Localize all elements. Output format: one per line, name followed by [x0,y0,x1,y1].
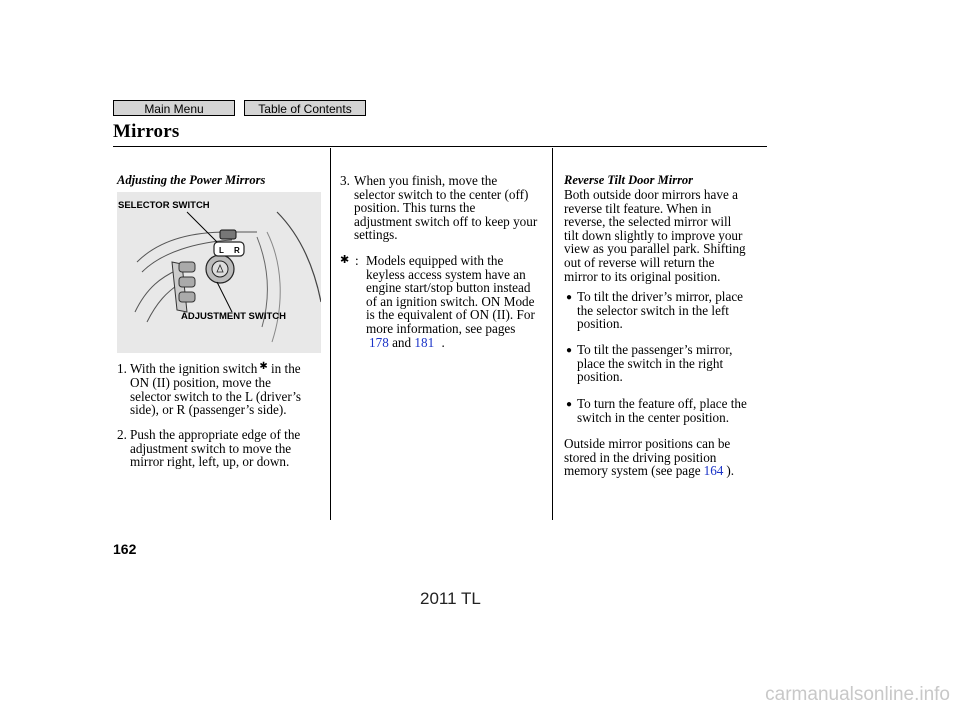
step-1-line-2: ON (II) position, move the [130,375,272,390]
step-3-line-5: settings. [354,227,398,243]
outro-line-3: memory system (see page [564,463,701,479]
page-title: Mirrors [113,121,180,142]
step-3-line-3: position. This turns the [354,200,476,216]
asterisk-icon: ✱ [259,361,268,372]
svg-text:L: L [219,246,224,255]
bullet-3-line-1: To turn the feature off, place the [577,396,747,411]
step-3-line-1: When you finish, move the [354,173,498,188]
step-1-line-1-tail: in the [271,361,301,376]
model-footer: 2011 TL [420,589,481,608]
footnote-and: and [392,334,412,350]
bullet-2-line-1: To tilt the passenger’s mirror, [577,342,733,357]
bullet-1-line-2: the selector switch in the left [577,302,729,318]
reverse-tilt-intro [564,188,764,283]
column-divider-left [330,148,331,520]
step-1-text [130,362,325,417]
page-link-164[interactable]: 164 [703,463,724,479]
bullet-icon: ● [566,292,573,303]
intro-line-4: tilt down slightly to improve your [564,227,743,243]
step-1-line-3: selector switch to the L (driver’s [130,388,302,404]
bullet-2-line-2: place the switch in the right [577,355,724,371]
section-heading-power-mirrors: Adjusting the Power Mirrors [117,173,266,187]
bullet-3-line-2: switch in the center position. [577,409,729,425]
outro-line-2: stored in the driving position [564,449,717,465]
footnote-line-5: is the equivalent of ON (II). For [366,307,535,323]
footnote-line-6: more information, see pages [366,320,516,336]
footnote-colon: : [355,253,359,268]
footnote-line-1: Models equipped with the [366,253,504,268]
title-rule [113,146,767,147]
footnote-line-3: engine start/stop button instead [366,280,531,296]
step-3-line-2: selector switch to the center (off) [354,186,529,202]
bullet-3-text [577,397,767,424]
section-heading-reverse-tilt: Reverse Tilt Door Mirror [564,173,694,187]
step-3-line-4: adjustment switch off to keep your [354,213,538,229]
step-1-line-1: With the ignition switch [130,361,258,376]
outro-line-1: Outside mirror positions can be [564,436,731,451]
footnote-text [366,254,551,349]
bullet-2-line-3: position. [577,369,623,385]
footnote-line-2: keyless access system have an [366,266,526,282]
mirror-switch-illustration [117,192,321,353]
footnote-period: . [441,334,445,350]
main-menu-button[interactable]: Main Menu [113,100,235,116]
step-2-line-1: Push the appropriate edge of the [130,427,301,442]
svg-text:R: R [234,246,240,255]
step-3-number: 3. [340,173,350,188]
bullet-icon: ● [566,345,573,356]
adjustment-switch-label: ADJUSTMENT SWITCH [181,311,287,322]
intro-line-1: Both outside door mirrors have a [564,187,738,202]
footnote-line-4: of an ignition switch. ON Mode [366,293,535,309]
footnote-asterisk-icon: ✱ [340,254,350,266]
watermark: carmanualsonline.info [765,684,950,705]
bullet-1-text [577,290,767,331]
step-1-line-4: side), or R (passenger’s side). [130,402,287,418]
intro-line-7: mirror to its original position. [564,268,721,284]
intro-line-3: reverse, the selected mirror will [564,214,732,230]
step-1-number: 1. [117,361,127,376]
selector-switch-label: SELECTOR SWITCH [118,200,210,211]
step-2-line-2: adjustment switch to move the [130,440,292,456]
step-2-line-3: mirror right, left, up, or down. [130,454,290,470]
page-number: 162 [113,541,137,557]
column-divider-right [552,148,553,520]
intro-line-2: reverse tilt feature. When in [564,200,712,216]
table-of-contents-button[interactable]: Table of Contents [244,100,366,116]
bullet-2-text [577,343,767,384]
bullet-1-line-1: To tilt the driver’s mirror, place [577,289,744,304]
page-link-181[interactable]: 181 [414,334,435,350]
bullet-1-line-3: position. [577,316,623,332]
intro-line-6: out of reverse will return the [564,254,715,270]
step-2-text [130,428,325,469]
step-3-text [354,174,549,242]
intro-line-5: view as you parallel park. Shifting [564,241,746,257]
bullet-icon: ● [566,399,573,410]
reverse-tilt-outro [564,437,764,478]
outro-tail: ). [726,463,735,479]
mirror-switch-figure [117,192,321,353]
page-link-178[interactable]: 178 [369,334,389,350]
step-2-number: 2. [117,427,127,442]
